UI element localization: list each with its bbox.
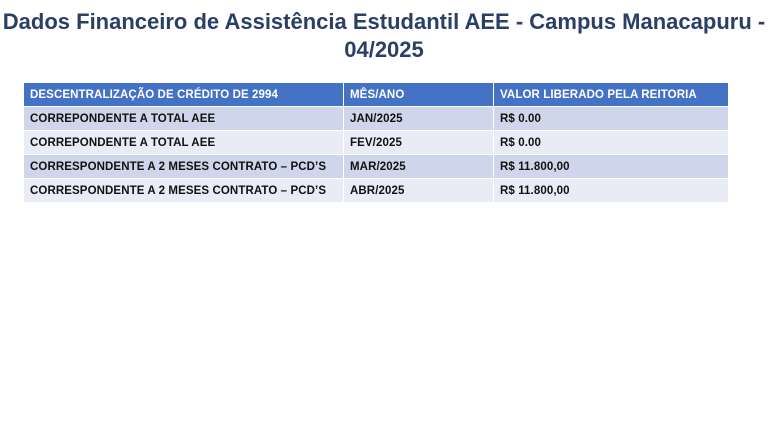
- cell-mes-ano: FEV/2025: [344, 131, 494, 155]
- table-row: [24, 179, 729, 203]
- cell-descricao: CORREPONDENTE A TOTAL AEE: [24, 131, 344, 155]
- cell-descricao: CORRESPONDENTE A 2 MESES CONTRATO – PCD’S: [24, 179, 344, 203]
- slide-title-line-1: Dados Financeiro de Assistência Estudantil AEE - Campus Manacapuru -: [2, 9, 766, 34]
- slide-title-line-2: 04/2025: [344, 37, 424, 62]
- cell-valor: R$ 0.00: [494, 107, 729, 131]
- table-header-row: [24, 83, 729, 107]
- header-mes-ano: MÊS/ANO: [344, 83, 494, 107]
- table-row: [24, 131, 729, 155]
- slide-title: [0, 8, 768, 64]
- header-descentralizacao: DESCENTRALIZAÇÃO DE CRÉDITO DE 2994: [24, 83, 344, 107]
- header-valor-liberado: VALOR LIBERADO PELA REITORIA: [494, 83, 729, 107]
- cell-valor: R$ 0.00: [494, 131, 729, 155]
- financial-data-table: [23, 82, 729, 203]
- cell-valor: R$ 11.800,00: [494, 155, 729, 179]
- cell-mes-ano: JAN/2025: [344, 107, 494, 131]
- table-row: [24, 107, 729, 131]
- cell-valor: R$ 11.800,00: [494, 179, 729, 203]
- cell-descricao: CORREPONDENTE A TOTAL AEE: [24, 107, 344, 131]
- table-row: [24, 155, 729, 179]
- cell-mes-ano: MAR/2025: [344, 155, 494, 179]
- cell-mes-ano: ABR/2025: [344, 179, 494, 203]
- cell-descricao: CORRESPONDENTE A 2 MESES CONTRATO – PCD’S: [24, 155, 344, 179]
